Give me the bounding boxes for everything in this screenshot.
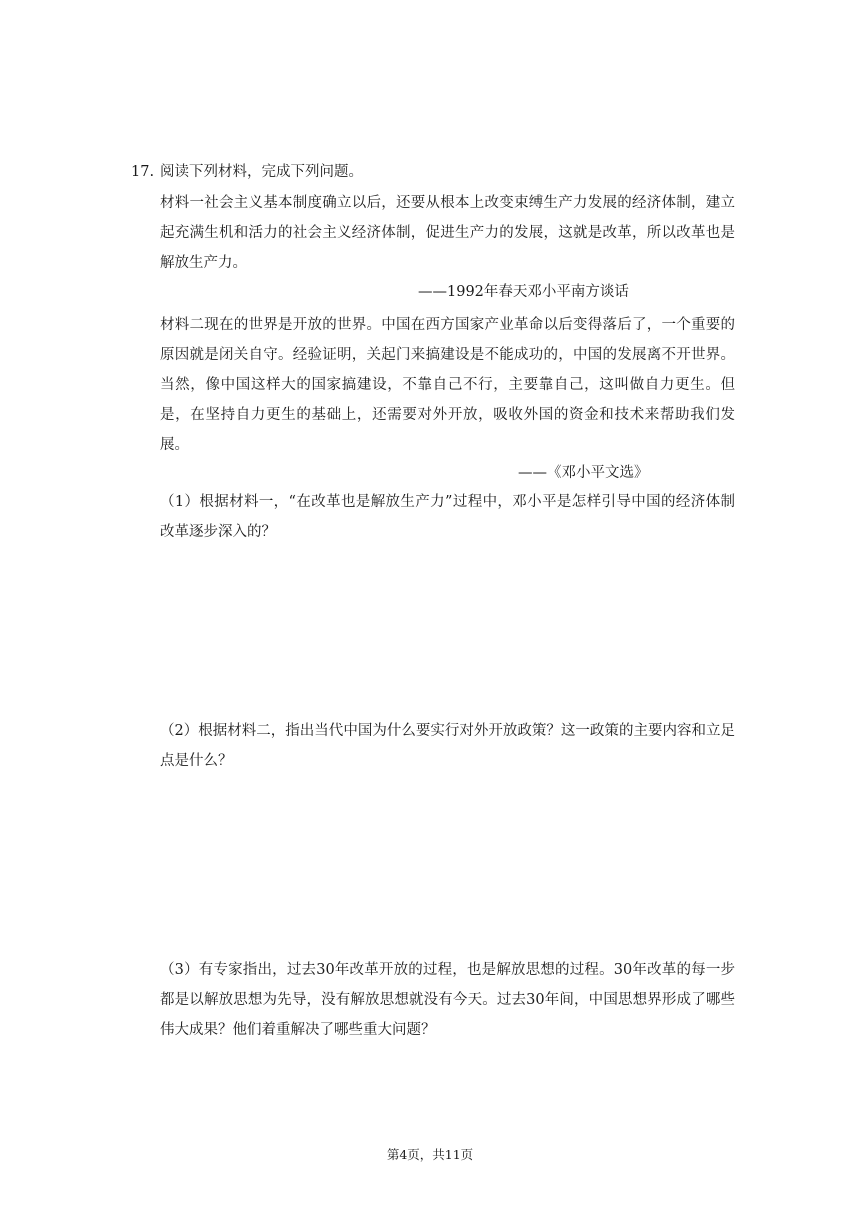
page-footer: 第4页，共11页 [386, 1147, 474, 1162]
subquestion-3: （3）有专家指出，过去30年改革开放的过程，也是解放思想的过程。30年改革的每一步都是以解放思想为先导，没有解放思想就没有今天。过去30年间，中国思想界形成了哪些伟大成果？他们着重解决了哪些重大问题？ [160, 962, 735, 1038]
material-two-source: ——《邓小平文选》 [518, 465, 649, 481]
material-one-text: 材料一社会主义基本制度确立以后，还要从根本上改变束缚生产力发展的经济体制，建立起充满生机和活力的社会主义经济体制，促进生产力的发展，这就是改革，所以改革也是解放生产力。 [160, 195, 735, 271]
subquestion-2: （2）根据材料二，指出当代中国为什么要实行对外开放政策？这一政策的主要内容和立足点是什么？ [160, 723, 735, 769]
question-number: 17. [131, 164, 155, 180]
question-header [131, 162, 363, 182]
subquestion-1: （1）根据材料一，“在改革也是解放生产力”过程中，邓小平是怎样引导中国的经济体制改革逐步深入的？ [160, 494, 735, 540]
question-prompt: 阅读下列材料，完成下列问题。 [160, 164, 363, 180]
material-two-text: 材料二现在的世界是开放的世界。中国在西方国家产业革命以后变得落后了，一个重要的原因就是闭关自守。经验证明，关起门来搞建设是不能成功的，中国的发展离不开世界。当然，像中国这样大的国家搞建设，不靠自己不行，主要靠自己，这叫做自力更生。但是，在坚持自力更生的基础上，还需要对外开放，吸收外国的资金和技术来帮助我们发展。 [160, 317, 735, 453]
material-one-source: ——1992年春天邓小平南方谈话 [418, 284, 629, 300]
